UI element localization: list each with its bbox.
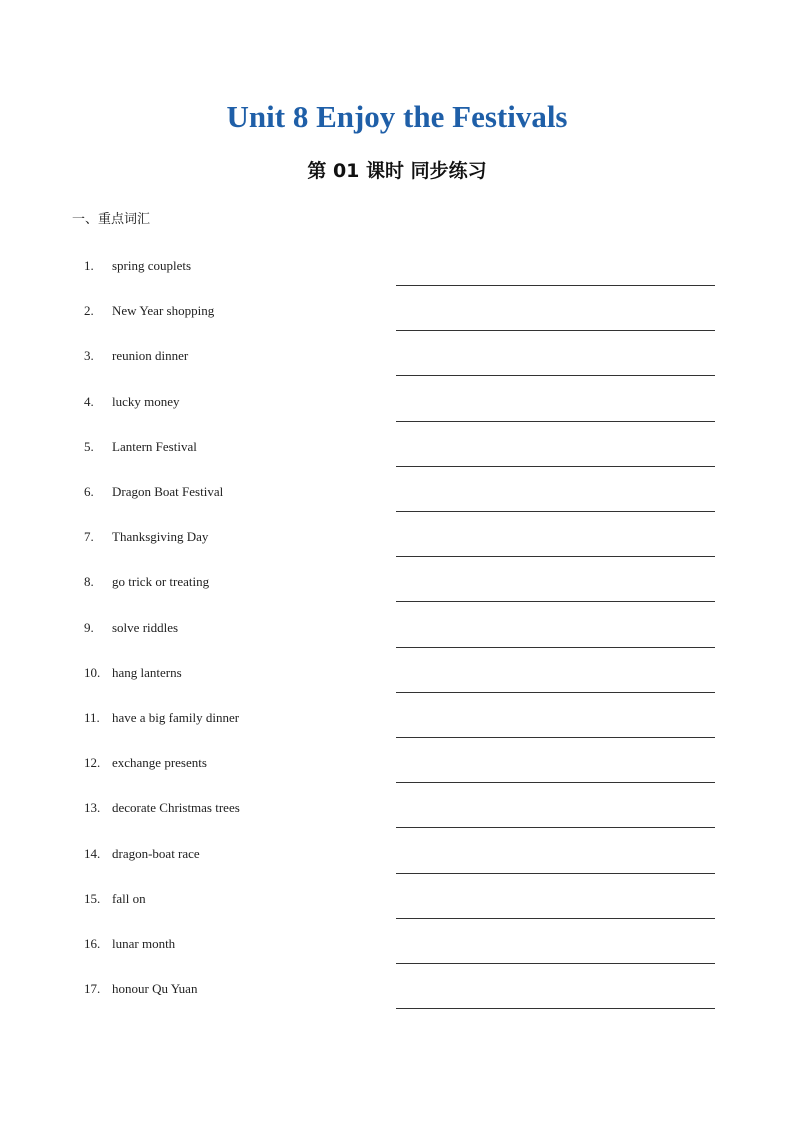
answer-blank-line[interactable] xyxy=(396,827,715,828)
vocab-item xyxy=(0,528,794,573)
vocab-item-term: New Year shopping xyxy=(112,303,215,319)
vocab-item xyxy=(0,302,794,347)
vocab-item xyxy=(0,347,794,392)
vocab-item xyxy=(0,845,794,890)
vocab-item xyxy=(0,935,794,980)
vocab-item-number: 6. xyxy=(84,484,94,499)
vocab-item-term: exchange presents xyxy=(112,755,207,771)
answer-blank-line[interactable] xyxy=(396,285,715,286)
answer-blank-line[interactable] xyxy=(396,466,715,467)
vocab-item-term: decorate Christmas trees xyxy=(112,800,240,816)
vocab-item-number: 9. xyxy=(84,619,94,635)
vocab-item xyxy=(0,438,794,483)
vocab-item-number: 17. xyxy=(84,981,101,997)
answer-blank-line[interactable] xyxy=(396,330,715,331)
vocab-item-term: solve riddles xyxy=(112,619,179,635)
vocab-item-number: 3. xyxy=(84,348,94,364)
vocab-item-number: 7. xyxy=(84,529,94,545)
vocab-item-term: have a big family dinner xyxy=(112,710,240,725)
vocab-item-term: fall on xyxy=(112,890,146,906)
vocab-item-term: Lantern Festival xyxy=(112,438,197,454)
vocab-item xyxy=(0,754,794,799)
vocab-item-number: 5. xyxy=(84,438,94,454)
answer-blank-line[interactable] xyxy=(396,556,715,557)
vocab-item xyxy=(0,573,794,618)
answer-blank-line[interactable] xyxy=(396,737,715,738)
vocab-item xyxy=(0,483,794,528)
answer-blank-line[interactable] xyxy=(396,918,715,919)
vocab-item-term: Dragon Boat Festival xyxy=(112,484,224,499)
page-title: Unit 8 Enjoy the Festivals xyxy=(226,99,568,134)
vocab-item xyxy=(0,980,794,1025)
vocab-item-number: 12. xyxy=(84,755,101,771)
answer-blank-line[interactable] xyxy=(396,601,715,602)
vocab-item-number: 16. xyxy=(84,936,101,951)
vocab-item xyxy=(0,890,794,935)
answer-blank-line[interactable] xyxy=(396,375,715,376)
answer-blank-line[interactable] xyxy=(396,963,715,964)
vocab-item-term: dragon-boat race xyxy=(112,845,200,861)
vocab-item-number: 13. xyxy=(84,800,101,816)
vocab-item-term: lucky money xyxy=(112,393,180,409)
vocab-item-term: go trick or treating xyxy=(112,574,210,590)
answer-blank-line[interactable] xyxy=(396,692,715,693)
vocab-item-term: hang lanterns xyxy=(112,664,182,680)
vocab-item-number: 11. xyxy=(84,710,100,725)
vocab-item-term: lunar month xyxy=(112,936,176,951)
answer-blank-line[interactable] xyxy=(396,782,715,783)
answer-blank-line[interactable] xyxy=(396,511,715,512)
answer-blank-line[interactable] xyxy=(396,647,715,648)
answer-blank-line[interactable] xyxy=(396,873,715,874)
vocab-item-term: spring couplets xyxy=(112,258,192,273)
vocab-item xyxy=(0,257,794,302)
lesson-subtitle: 第 01 课时 同步练习 xyxy=(307,160,487,182)
vocab-item xyxy=(0,709,794,754)
vocab-item xyxy=(0,393,794,438)
answer-blank-line[interactable] xyxy=(396,421,715,422)
vocab-item-number: 4. xyxy=(84,393,94,409)
vocab-item-number: 15. xyxy=(84,890,101,906)
section-heading: 一、重点词汇 xyxy=(72,212,151,227)
vocab-item-term: Thanksgiving Day xyxy=(112,529,209,545)
vocab-item xyxy=(0,619,794,664)
vocab-item-number: 1. xyxy=(84,258,94,273)
vocab-item xyxy=(0,664,794,709)
vocab-item-term: reunion dinner xyxy=(112,348,189,364)
answer-blank-line[interactable] xyxy=(396,1008,715,1009)
vocab-item-number: 8. xyxy=(84,574,94,590)
vocab-item-number: 2. xyxy=(84,303,94,319)
vocab-item-number: 14. xyxy=(84,845,101,861)
vocab-item-term: honour Qu Yuan xyxy=(112,981,198,997)
vocab-item xyxy=(0,799,794,844)
vocab-item-number: 10. xyxy=(84,664,101,680)
